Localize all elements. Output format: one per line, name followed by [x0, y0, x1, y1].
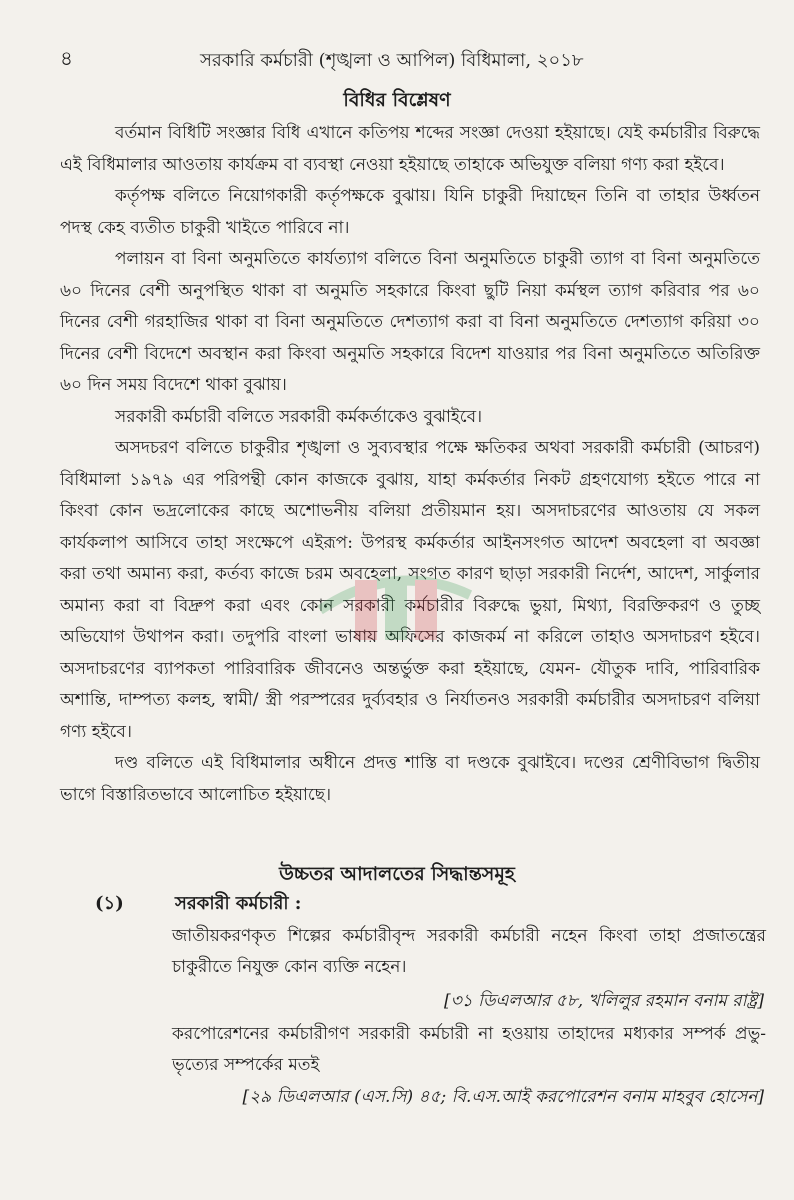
watermark-logo: [300, 540, 490, 660]
case-number: (১): [95, 893, 124, 914]
page-number: ৪: [60, 46, 73, 70]
case-citation: [৩১ ডিএলআর ৫৮, খলিলুর রহমান বনাম রাষ্ট্র]: [444, 991, 764, 1011]
paragraph-definition-desertion: পলায়ন বা বিনা অনুমতিতে কার্যত্যাগ বলিতে বিনা অনুমতিতে চাকুরী ত্যাগ বা বিনা অনুমতিতে ৬০ দিনের বেশী অনুপস্থিত থাকা বা অনুমতি সহকারে কিংবা ছুটি নিয়া কর্মস্থল ত্যাগ করিবার পর ৬০ দিনের বেশী গরহাজির থাকা বা বিনা অনুমতিতে দেশত্যাগ করা বা বিনা অনুমতিতে দেশত্যাগ করিয়া ৩০ দিনের বেশী বিদেশে অবস্থান করা কিংবা অনুমতি সহকারে বিদেশ যাওয়ার পর বিনা অনুমতিতে অতিরিক্ত ৬০ দিন সময় বিদেশে থাকা বুঝায়।: [60, 249, 760, 395]
case-text: জাতীয়করণকৃত শিল্পের কর্মচারীবৃন্দ সরকারী কর্মচারী নহেন কিংবা তাহা প্রজাতন্ত্রের চাকুরীতে নিযুক্ত কোন ব্যক্তি নহেন।: [172, 926, 766, 977]
paragraph-definition-penalty: দণ্ড বলিতে এই বিধিমালার অধীনে প্রদত্ত শাস্তি বা দণ্ডকে বুঝাইবে। দণ্ডের শ্রেণীবিভাগ দ্বিতীয় ভাগে বিস্তারিতভাবে আলোচিত হইয়াছে।: [60, 753, 760, 805]
case-text: করপোরেশনের কর্মচারীগণ সরকারী কর্মচারী না হওয়ায় তাহাদের মধ্যকার সম্পর্ক প্রভু- ভৃত্যের সম্পর্কের মতই: [172, 1024, 766, 1075]
paragraph-definition-authority: কর্তৃপক্ষ বলিতে নিয়োগকারী কর্তৃপক্ষকে বুঝায়। যিনি চাকুরী দিয়াছেন তিনি বা তাহার উর্ধ্বতন পদস্থ কেহ ব্যতীত চাকুরী খাইতে পারিবে না।: [60, 186, 760, 238]
running-title: সরকারি কর্মচারী (শৃঙ্খলা ও আপিল) বিধিমালা, ২০১৮: [200, 50, 584, 71]
paragraph-definition-accused: বর্তমান বিধিটি সংজ্ঞার বিধি এখানে কতিপয় শব্দের সংজ্ঞা দেওয়া হইয়াছে। যেই কর্মচারীর বিরুদ্ধে এই বিধিমালার আওতায় কার্যক্রম বা ব্যবস্থা নেওয়া হইয়াছে তাহাকে অভিযুক্ত বলিয়া গণ্য করা হইবে।: [60, 123, 760, 175]
page-header: [60, 44, 734, 78]
case-title: সরকারী কর্মচারী :: [175, 893, 302, 914]
case-citation: [২৯ ডিএলআর (এস.সি) ৪৫; বি.এস.আই করপোরেশন বনাম মাহবুব হোসেন]: [242, 1087, 764, 1107]
paragraph-definition-employee: সরকারী কর্মচারী বলিতে সরকারী কর্মকর্তাকেও বুঝাইবে।: [115, 406, 483, 427]
paragraph-definition-misconduct: অসদচরণ বলিতে চাকুরীর শৃঙ্খলা ও সুব্যবস্থার পক্ষে ক্ষতিকর অথবা সরকারী কর্মচারী (আচরণ) বিধিমালা ১৯৭৯ এর পরিপন্থী কোন কাজকে বুঝায়, যাহা কর্মকর্তার নিকট গ্রহণযোগ্য হইতে পারে না কিংবা কোন ভদ্রলোকের কাছে অশোভনীয় বলিয়া প্রতীয়মান হয়। অসদাচরণের আওতায় যে সকল কার্যকলাপ আসিবে তাহা সংক্ষেপে এইরূপ: উপরস্থ কর্মকর্তার আইনসংগত আদেশ অবহেলা বা অবজ্ঞা করা তথা অমান্য করা, কর্তব্য কাজে চরম অবহেলা, সংগত কারণ ছাড়া সরকারী নির্দেশ, আদেশ, সার্কুলার অমান্য করা বা বিদ্রুপ করা এবং কোন সরকারী কর্মচারীর বিরুদ্ধে ভুয়া, মিথ্যা, বিরক্তিকরণ ও তুচ্ছ অভিযোগ উথাপন করা। তদুপরি বাংলা ভাষায় অফিসের কাজকর্ম না করিলে তাহাও অসদাচরণ হইবে। অসদাচরণের ব্যাপকতা পারিবারিক জীবনেও অন্তর্ভুক্ত করা হইয়াছে, যেমন- যৌতুক দাবি, পারিবারিক অশান্তি, দাম্পত্য কলহ, স্বামী/ স্ত্রী পরস্পরের দুর্ব্যবহার ও নির্যাতনও সরকারী কর্মচারীর অসদাচরণ বলিয়া গণ্য হইবে।: [60, 438, 760, 742]
subsection-title: উচ্চতর আদালতের সিদ্ধান্তসমূহ: [279, 863, 515, 885]
section-title: বিধির বিশ্লেষণ: [343, 89, 451, 111]
paragraph-block: [60, 118, 760, 811]
